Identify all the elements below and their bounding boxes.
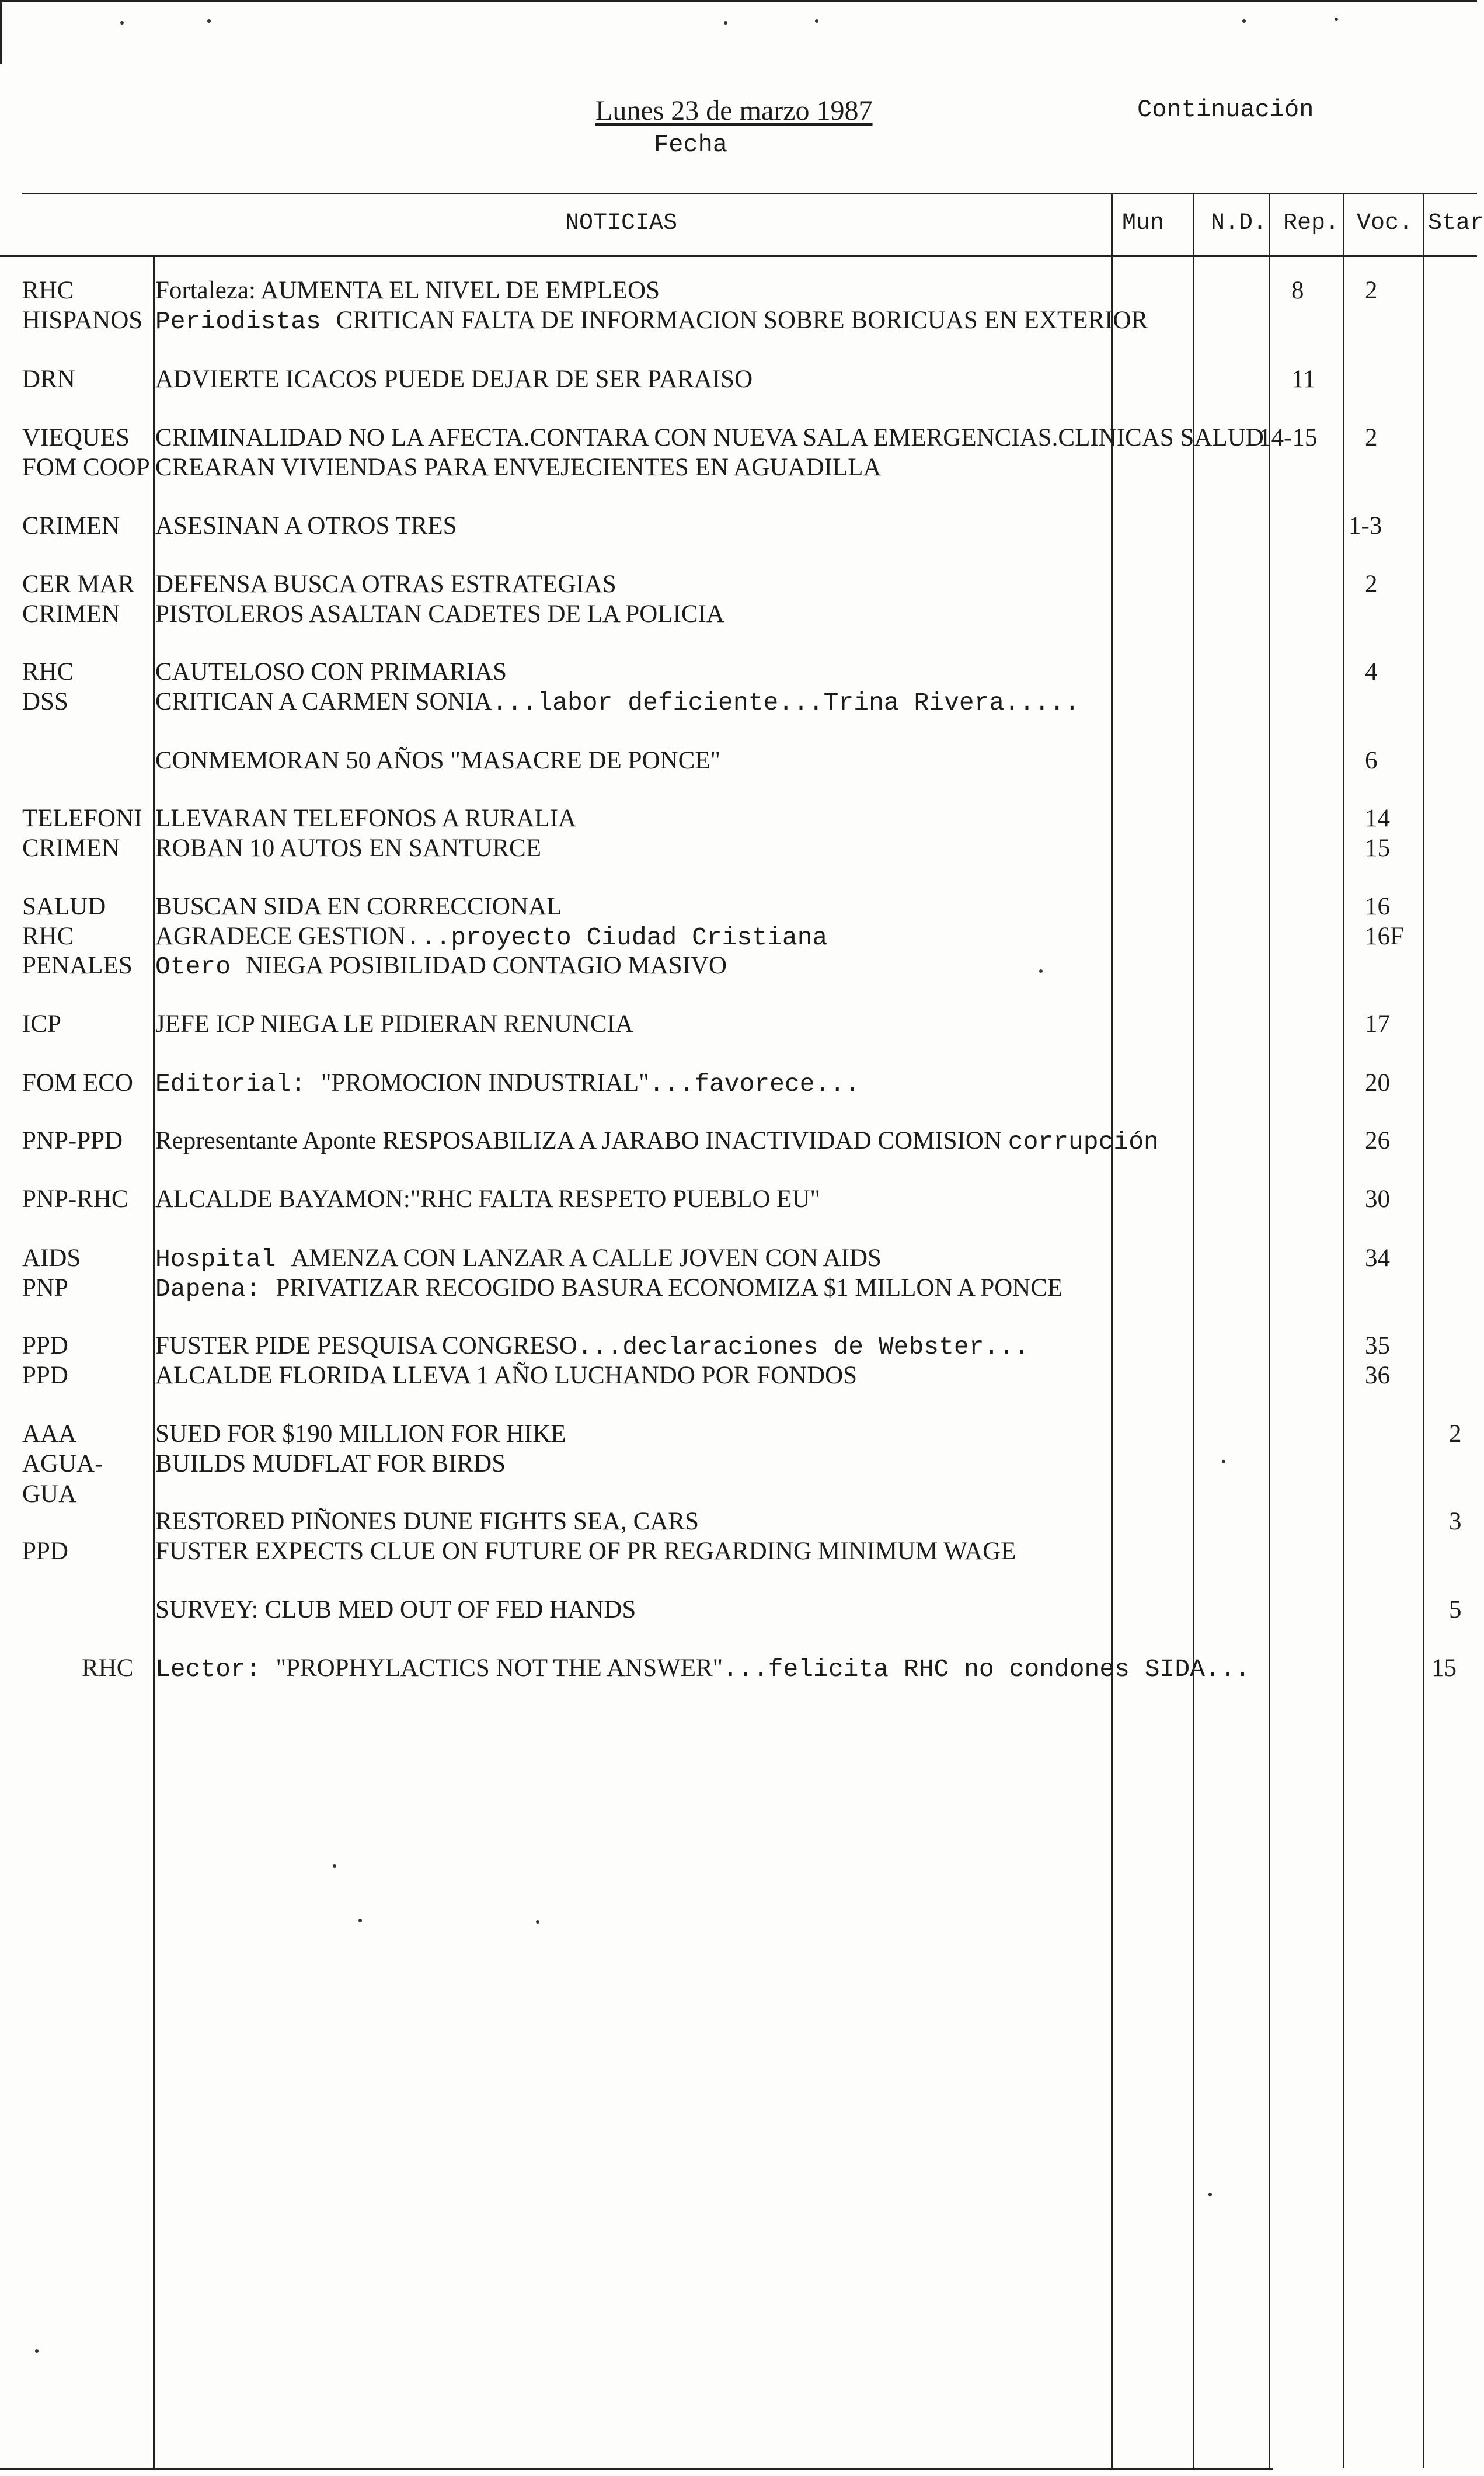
continuation-label: Continuación [1137, 96, 1314, 124]
headline-fragment: Hospital [155, 1245, 291, 1274]
headline-fragment: corrupción [1008, 1128, 1159, 1156]
rep-page: 11 [1291, 366, 1316, 393]
scan-speck [536, 1920, 539, 1924]
headline-fragment: ALCALDE FLORIDA LLEVA 1 AÑO LUCHANDO POR FONDOS [155, 1361, 858, 1389]
headline [155, 599, 1477, 630]
headline-fragment: BUILDS MUDFLAT FOR BIRDS [155, 1449, 506, 1477]
column-header-star: Star [1428, 210, 1484, 237]
section-label: CRIMEN [22, 512, 120, 540]
page-bottom-rule [0, 2468, 1273, 2470]
headline-fragment: ...labor deficiente...Trina Rivera..... [492, 688, 1080, 717]
voc-page: 2 [1365, 571, 1378, 598]
voc-page: 16 [1365, 893, 1390, 920]
headline-fragment: LLEVARAN TELEFONOS A RURALIA [155, 805, 577, 832]
headline-fragment: ...declaraciones de Webster... [577, 1333, 1029, 1361]
headline-fragment: AMENZA CON LANZAR A CALLE JOVEN CON AIDS [291, 1244, 882, 1272]
headline [155, 687, 1477, 718]
headline [155, 1653, 1477, 1685]
section-label: PNP-PPD [22, 1127, 123, 1154]
column-header-rep: Rep. [1283, 210, 1340, 237]
headline [155, 1243, 1477, 1275]
headline-fragment: Fortaleza: AUMENTA EL NIVEL DE EMPLEOS [155, 277, 660, 304]
headline-fragment: NIEGA POSIBILIDAD CONTAGIO MASIVO [245, 952, 727, 979]
headline-fragment: AGRADECE GESTION [155, 922, 406, 950]
column-header-mun: Mun [1122, 210, 1165, 237]
voc-page: 1-3 [1349, 512, 1382, 540]
scan-speck [1335, 18, 1338, 21]
headline [155, 746, 1477, 776]
headline-fragment: ...proyecto Ciudad Cristiana [405, 923, 828, 952]
section-label: AIDS [22, 1244, 81, 1272]
headline-fragment: CONMEMORAN 50 AÑOS "MASACRE DE PONCE" [155, 747, 721, 774]
section-label: ICP [22, 1010, 61, 1038]
headline-fragment: ASESINAN A OTROS TRES [155, 512, 457, 540]
section-label: PPD [22, 1361, 68, 1389]
headline [155, 833, 1477, 864]
voc-page: 4 [1365, 658, 1378, 686]
headline-fragment: ALCALDE BAYAMON:"RHC FALTA RESPETO PUEBLO EU" [155, 1185, 821, 1213]
column-header-voc: Voc. [1357, 210, 1413, 237]
section-label: SALUD [22, 893, 106, 920]
voc-page: 30 [1365, 1185, 1390, 1213]
headline [155, 1449, 1477, 1479]
headline-fragment: RESPOSABILIZA A JARABO INACTIVIDAD COMISION [382, 1127, 1008, 1154]
scan-speck [1039, 969, 1043, 973]
section-label: CRIMEN [22, 834, 120, 862]
headline-fragment: FUSTER EXPECTS CLUE ON FUTURE OF PR REGARDING MINIMUM WAGE [155, 1537, 1016, 1565]
voc-page: 36 [1365, 1361, 1390, 1389]
headline-fragment: CRITICAN A CARMEN SONIA [155, 687, 492, 715]
star-page: 3 [1449, 1508, 1462, 1535]
headline [155, 276, 1477, 306]
section-label: CER MAR [22, 571, 135, 598]
scan-speck [1242, 19, 1246, 23]
scan-speck [207, 19, 211, 23]
headline [155, 951, 1477, 982]
headline-fragment: JEFE ICP NIEGA LE PIDIERAN RENUNCIA [155, 1010, 633, 1038]
headline [155, 921, 1477, 953]
headline [155, 511, 1477, 541]
rep-page: 8 [1291, 277, 1304, 304]
headline [155, 804, 1477, 834]
headline-fragment: ROBAN 10 AUTOS EN SANTURCE [155, 834, 541, 862]
star-page: 2 [1449, 1420, 1462, 1448]
voc-page: 35 [1365, 1332, 1390, 1359]
headline-fragment: SUED FOR $190 MILLION FOR HIKE [155, 1420, 566, 1448]
page-left-border [0, 0, 2, 64]
headline [155, 305, 1477, 337]
headline [155, 1273, 1477, 1305]
section-label: PNP [22, 1274, 68, 1302]
section-label: AGUA-GUA [22, 1449, 103, 1508]
section-label: PENALES [22, 952, 133, 979]
headline [155, 1536, 1477, 1567]
voc-page: 16F [1365, 922, 1404, 950]
section-label: PPD [22, 1332, 68, 1359]
section-label: TELEFONI [22, 805, 142, 832]
headline [155, 1068, 1477, 1100]
headline-fragment: PRIVATIZAR RECOGIDO BASURA ECONOMIZA $1 MILLON A PONCE [276, 1274, 1063, 1302]
report-date: Lunes 23 de marzo 1987 [595, 95, 873, 126]
scan-speck [724, 21, 727, 25]
voc-page: 2 [1365, 424, 1378, 451]
star-page: 5 [1449, 1596, 1462, 1623]
headline [155, 1126, 1477, 1157]
scan-speck [1208, 2193, 1212, 2196]
headline [155, 1595, 1477, 1625]
voc-page: 26 [1365, 1127, 1390, 1154]
voc-page: 14 [1365, 805, 1390, 832]
headline-fragment: ADVIERTE ICACOS PUEDE DEJAR DE SER PARAISO [155, 366, 753, 393]
headline [155, 453, 1477, 483]
headline-fragment: CAUTELOSO CON PRIMARIAS [155, 658, 507, 686]
voc-page: 17 [1365, 1010, 1390, 1038]
headline-fragment: SURVEY: CLUB MED OUT OF FED HANDS [155, 1596, 636, 1623]
star-page: 15 [1431, 1654, 1457, 1682]
section-label: FOM ECO [22, 1069, 133, 1097]
headline [155, 1331, 1477, 1362]
headline [155, 1009, 1477, 1039]
headline-fragment: "PROPHYLACTICS NOT THE ANSWER" [276, 1654, 723, 1682]
column-header-nd: N.D. [1211, 210, 1267, 237]
headline-fragment: FUSTER PIDE PESQUISA CONGRESO [155, 1332, 577, 1359]
headline-fragment: Periodistas [155, 307, 336, 336]
headline-fragment: CREARAN VIVIENDAS PARA ENVEJECIENTES EN AGUADILLA [155, 453, 882, 481]
section-label: RHC [22, 658, 74, 686]
voc-page: 15 [1365, 834, 1390, 862]
headline [155, 1184, 1477, 1215]
headline [155, 892, 1477, 922]
headline-fragment: "PROMOCION INDUSTRIAL" [321, 1069, 649, 1097]
section-label: AAA [22, 1420, 77, 1448]
headline [155, 569, 1477, 600]
headline-fragment: PISTOLEROS ASALTAN CADETES DE LA POLICIA [155, 600, 724, 628]
page-top-border [0, 0, 1477, 2]
voc-page: 6 [1365, 747, 1378, 774]
headline-fragment: Otero [155, 952, 246, 981]
column-header-noticias: NOTICIAS [565, 210, 678, 237]
section-label: PNP-RHC [22, 1185, 128, 1213]
scan-speck [35, 2349, 39, 2353]
headline-fragment: DEFENSA BUSCA OTRAS ESTRATEGIAS [155, 571, 616, 598]
section-label: HISPANOS [22, 306, 143, 334]
scan-speck [120, 21, 124, 25]
section-label: FOM COOP [22, 453, 150, 481]
rep-page: 14-15 [1259, 424, 1318, 451]
headline-fragment: CRIMINALIDAD NO LA AFECTA.CONTARA CON NUEVA SALA EMERGENCIAS.CLINICAS SALUD [155, 424, 1264, 451]
headline-fragment: ...favorece... [649, 1070, 861, 1098]
scan-speck [1222, 1460, 1225, 1463]
header-bottom-rule [0, 255, 1477, 257]
scan-speck [333, 1864, 336, 1868]
headline-fragment: RESTORED PIÑONES DUNE FIGHTS SEA, CARS [155, 1508, 699, 1535]
voc-page: 2 [1365, 277, 1378, 304]
voc-page: 20 [1365, 1069, 1390, 1097]
date-caption: Fecha [654, 131, 728, 159]
headline-fragment: Representante Aponte [155, 1127, 383, 1154]
headline [155, 1361, 1477, 1391]
headline-fragment: Lector: [155, 1655, 276, 1684]
scan-speck [815, 19, 818, 23]
table-top-rule [22, 193, 1477, 194]
section-label: RHC [22, 277, 74, 304]
headline-fragment: Dapena: [155, 1274, 276, 1303]
headline-fragment: ...felicita RHC no condones SIDA... [723, 1655, 1250, 1684]
scan-speck [358, 1919, 362, 1922]
section-label: DRN [22, 366, 75, 393]
headline-fragment: CRITICAN FALTA DE INFORMACION SOBRE BORICUAS EN EXTERIOR [336, 306, 1148, 334]
voc-page: 34 [1365, 1244, 1390, 1272]
headline [155, 657, 1477, 687]
section-label: RHC [82, 1654, 134, 1682]
section-label: CRIMEN [22, 600, 120, 628]
headline-fragment: Editorial: [155, 1070, 321, 1098]
headline [155, 364, 1477, 395]
headline [155, 1507, 1477, 1537]
headline-fragment: BUSCAN SIDA EN CORRECCIONAL [155, 893, 562, 920]
section-label: PPD [22, 1537, 68, 1565]
section-label: RHC [22, 922, 74, 950]
section-label: DSS [22, 687, 68, 715]
section-label: VIEQUES [22, 424, 130, 451]
headline [155, 1419, 1477, 1449]
